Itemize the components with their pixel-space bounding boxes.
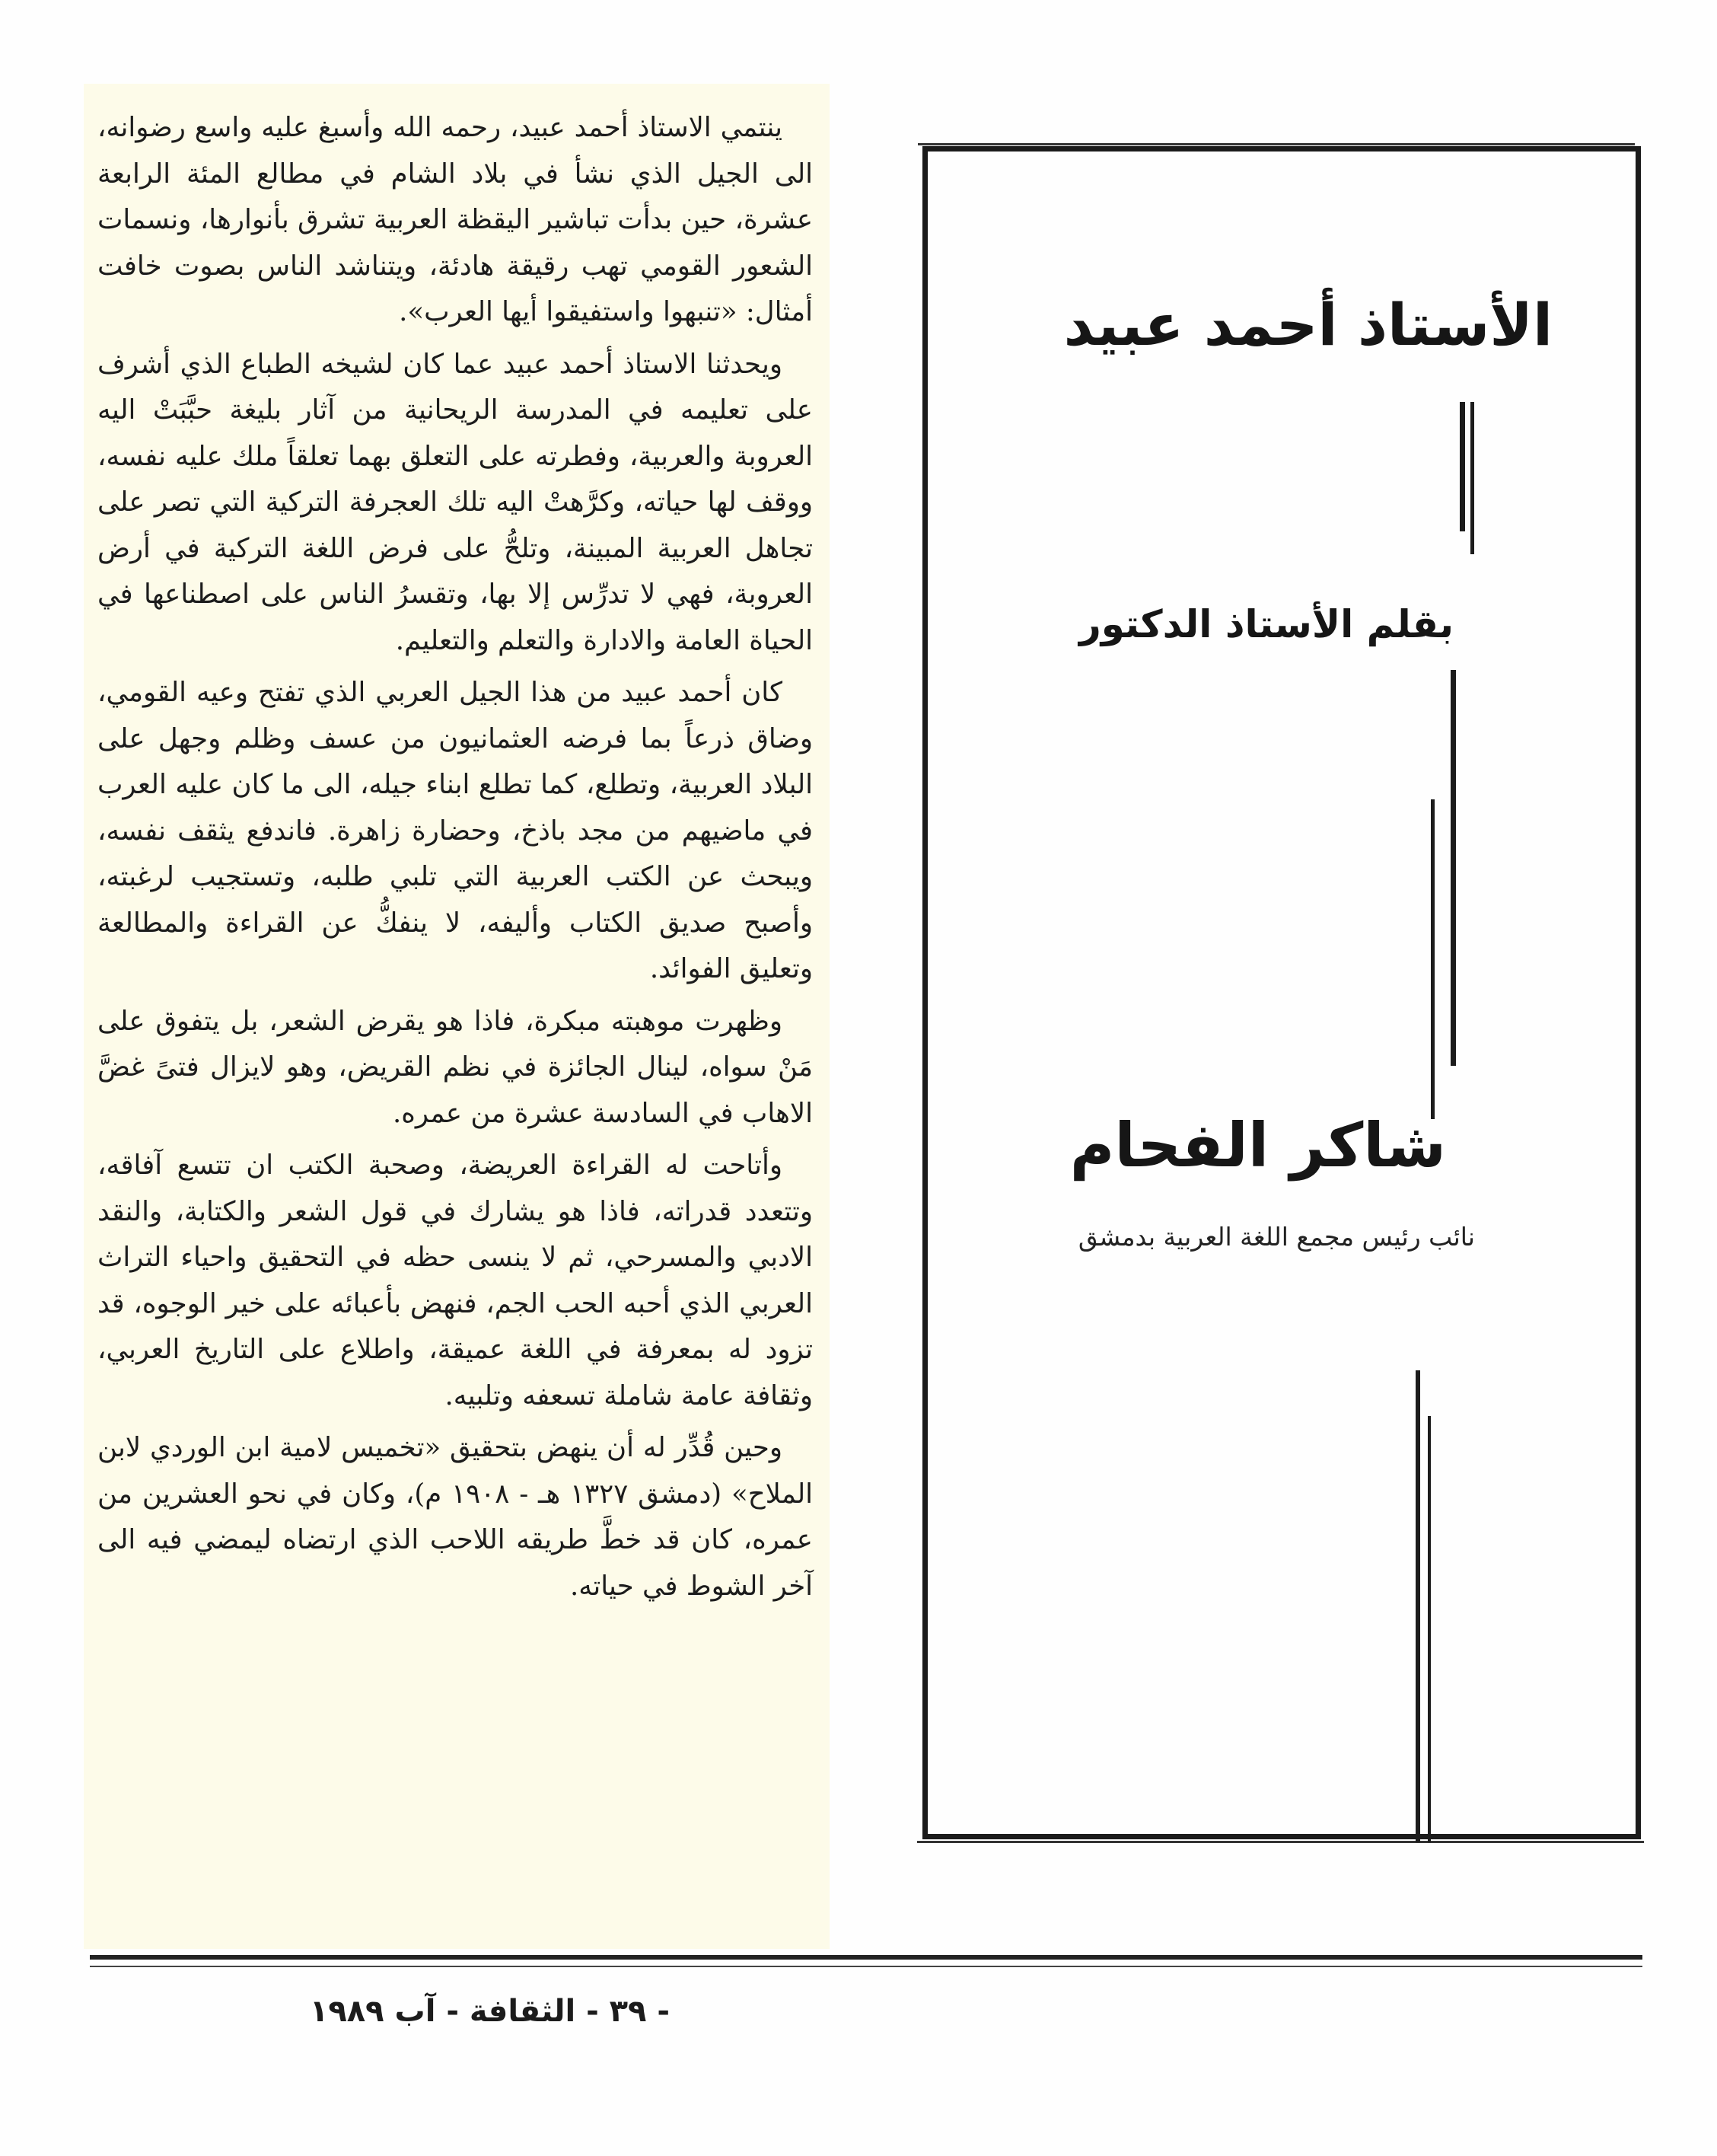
article-paragraph-3: كان أحمد عبيد من هذا الجيل العربي الذي تفتح وعيه القومي، وضاق ذرعاً بما فرضه العثمانيون من عسف وظلم وجهل على البلاد العربية، وتطلع، كما تطلع ابناء جيله، الى ما كان عليه العرب في ماضيهم من مجد باذخ، وحضارة زاهرة. فاندفع يثقف نفسه، ويبحث عن الكتب العربية التي تلبي طلبه، وتستجيب لرغبته، وأصبح صديق الكتاب وأليفه، لا ينفكُّ عن القراءة والمطالعة وتعليق الفوائد. (97, 677, 813, 984)
footer-rule (90, 1955, 1642, 1960)
frame-top-line (918, 143, 1635, 145)
article-body (97, 105, 813, 1615)
article-paragraph-1: ينتمي الاستاذ أحمد عبيد، رحمه الله وأسبغ عليه واسع رضوانه، الى الجيل الذي نشأ في بلاد الشام في مطالع المئة الرابعة عشرة، حين بدأت تباشير اليقظة العربية تشرق بأنوارها، ونسمات الشعور القومي تهب رقيقة هادئة، ويتناشد الناس بصوت خافت أمثال: «تنبهوا واستفيقوا أيها العرب». (97, 112, 813, 327)
title-frame (922, 146, 1641, 1839)
author-name: شاكر الفحام (1069, 1110, 1446, 1181)
frame-bottom-line (917, 1841, 1644, 1843)
article-paragraph-2: ويحدثنا الاستاذ أحمد عبيد عما كان لشيخه الطباع الذي أشرف على تعليمه في المدرسة الريحانية من آثار بليغة حبَّبَتْ اليه العروبة والعربية، وفطرته على التعلق بهما تعلقاً ملك عليه نفسه، ووقف لها حياته، وكرَّهتْ اليه تلك العجرفة التركية التي تصر على تجاهل العربية المبينة، وتلحُّ على فرض اللغة التركية في أرض العروبة، فهي لا تدرِّس إلا بها، وتقسرُ الناس على اصطناعها في الحياة العامة والادارة والتعلم والتعليم. (97, 348, 813, 656)
decorative-bar (1416, 1370, 1420, 1842)
decorative-bar (1431, 799, 1435, 1119)
article-paragraph-4: وظهرت موهبته مبكرة، فاذا هو يقرض الشعر، بل يتفوق على مَنْ سواه، لينال الجائزة في نظم القريض، وهو لايزال فتىً غضَّ الاهاب في السادسة عشرة من عمره. (97, 1005, 813, 1129)
article-title: الأستاذ أحمد عبيد (1063, 291, 1553, 359)
decorative-bar (1451, 670, 1456, 1066)
decorative-bar (1460, 402, 1465, 531)
page-footer: - ٣٩ - الثقافة - آب ١٩٨٩ (309, 1994, 670, 2029)
footer-rule-thin (90, 1966, 1642, 1967)
article-paragraph-5: وأتاحت له القراءة العريضة، وصحبة الكتب ان تتسع آفاقه، وتتعدد قدراته، فاذا هو يشارك في قول الشعر والكتابة، والنقد الادبي والمسرحي، ثم لا ينسى حظه في التحقيق واحياء التراث العربي الذي أحبه الحب الجم، فنهض بأعبائه على خير الوجوه، قد تزود له بمعرفة في اللغة عميقة، واطلاع على التاريخ العربي، وثقافة عامة شاملة تسعفه وتلبيه. (97, 1150, 813, 1411)
byline: بقلم الأستاذ الدكتور (1079, 602, 1454, 646)
decorative-bar (1428, 1416, 1431, 1842)
author-position: نائب رئيس مجمع اللغة العربية بدمشق (1078, 1222, 1475, 1252)
article-paragraph-6: وحين قُدِّر له أن ينهض بتحقيق «تخميس لامية ابن الوردي لابن الملاح» (دمشق ١٣٢٧ هـ - ١٩٠٨ م)، وكان في نحو العشرين من عمره، كان قد خطَّ طريقه اللاحب الذي ارتضاه ليمضي فيه الى آخر الشوط في حياته. (97, 1432, 813, 1602)
decorative-bar (1470, 402, 1474, 554)
